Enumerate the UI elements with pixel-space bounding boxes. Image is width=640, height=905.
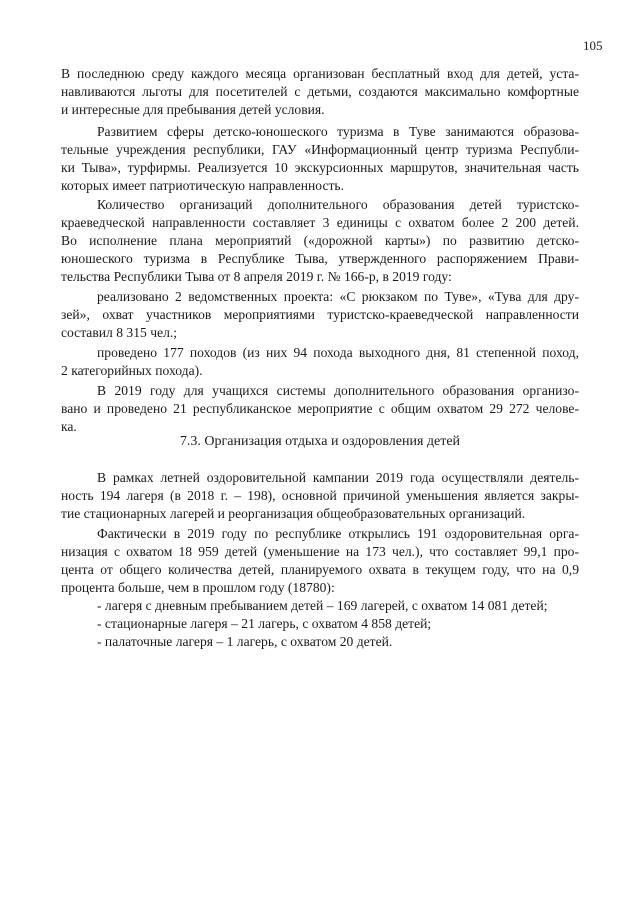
text-line: тельства Республики Тыва от 8 апреля 2019 г. № 166-р, в 2019 году:	[61, 269, 452, 284]
text-line: ки Тыва», турфирмы. Реализуется 10 экскурсионных маршрутов, значительная часть	[61, 160, 579, 175]
text-line: юношеского туризма в Республике Тыва, утвержденного распоряжением Прави-	[61, 251, 579, 266]
text-line: ность 194 лагеря (в 2018 г. – 198), основной причиной уменьшения является закры-	[61, 488, 579, 503]
list-item: - палаточные лагеря – 1 лагерь, с охватом 20 детей.	[97, 634, 393, 649]
text-line: зей», охват участников мероприятиями туристско-краеведческой направленности	[61, 307, 579, 322]
text-line: реализовано 2 ведомственных проекта: «С рюкзаком по Туве», «Тува для дру-	[97, 289, 579, 304]
text-line: тельные учреждения республики, ГАУ «Информационный центр туризма Республи-	[61, 142, 579, 157]
text-line: Фактически в 2019 году по республике открылись 191 оздоровительная орга-	[97, 526, 579, 541]
list-item: - стационарные лагеря – 21 лагерь, с охватом 4 858 детей;	[97, 616, 432, 631]
text-line: которых имеет патриотическую направленность.	[61, 178, 345, 193]
text-line: ка.	[61, 419, 77, 434]
text-line: цента от общего количества детей, планируемого охвата в текущем году, что на 0,9	[61, 562, 579, 577]
text-line: 2 категорийных похода).	[61, 363, 203, 378]
text-line: Количество организаций дополнительного образования детей туристско-	[97, 197, 579, 212]
text-line: навливаются льготы для посетителей с детьми, создаются максимально комфортные	[61, 84, 579, 99]
text-line: и интересные для пребывания детей условия.	[61, 102, 325, 117]
text-line: вано и проведено 21 республиканское мероприятие с общим охватом 29 272 челове-	[61, 401, 579, 416]
text-line: Развитием сферы детско-юношеского туризма в Туве занимаются образова-	[97, 124, 579, 139]
text-line: В последнюю среду каждого месяца организован бесплатный вход для детей, уста-	[61, 66, 579, 81]
text-line: процента больше, чем в прошлом году (18780):	[61, 580, 335, 595]
list-item: - лагеря с дневным пребыванием детей – 169 лагерей, с охватом 14 081 детей;	[97, 598, 548, 613]
text-line: краеведческой направленности составляет 3 единицы с охватом более 2 200 детей.	[61, 215, 579, 230]
text-line: составил 8 315 чел.;	[61, 325, 178, 340]
text-line: В 2019 году для учащихся системы дополнительного образования организо-	[97, 383, 579, 398]
page-number: 105	[583, 38, 603, 53]
text-line: В рамках летней оздоровительной кампании 2019 года осуществляли деятель-	[97, 470, 579, 485]
text-line: Во исполнение плана мероприятий («дорожной карты») по развитию детско-	[61, 233, 579, 248]
text-line: тие стационарных лагерей и реорганизация общеобразовательных организаций.	[61, 506, 526, 521]
text-line: низация с охватом 18 959 детей (уменьшение на 173 чел.), что составляет 99,1 про-	[61, 544, 579, 559]
section-heading: 7.3. Организация отдыха и оздоровления детей	[179, 434, 461, 449]
text-line: проведено 177 походов (из них 94 похода выходного дня, 81 степенной поход,	[97, 345, 579, 360]
